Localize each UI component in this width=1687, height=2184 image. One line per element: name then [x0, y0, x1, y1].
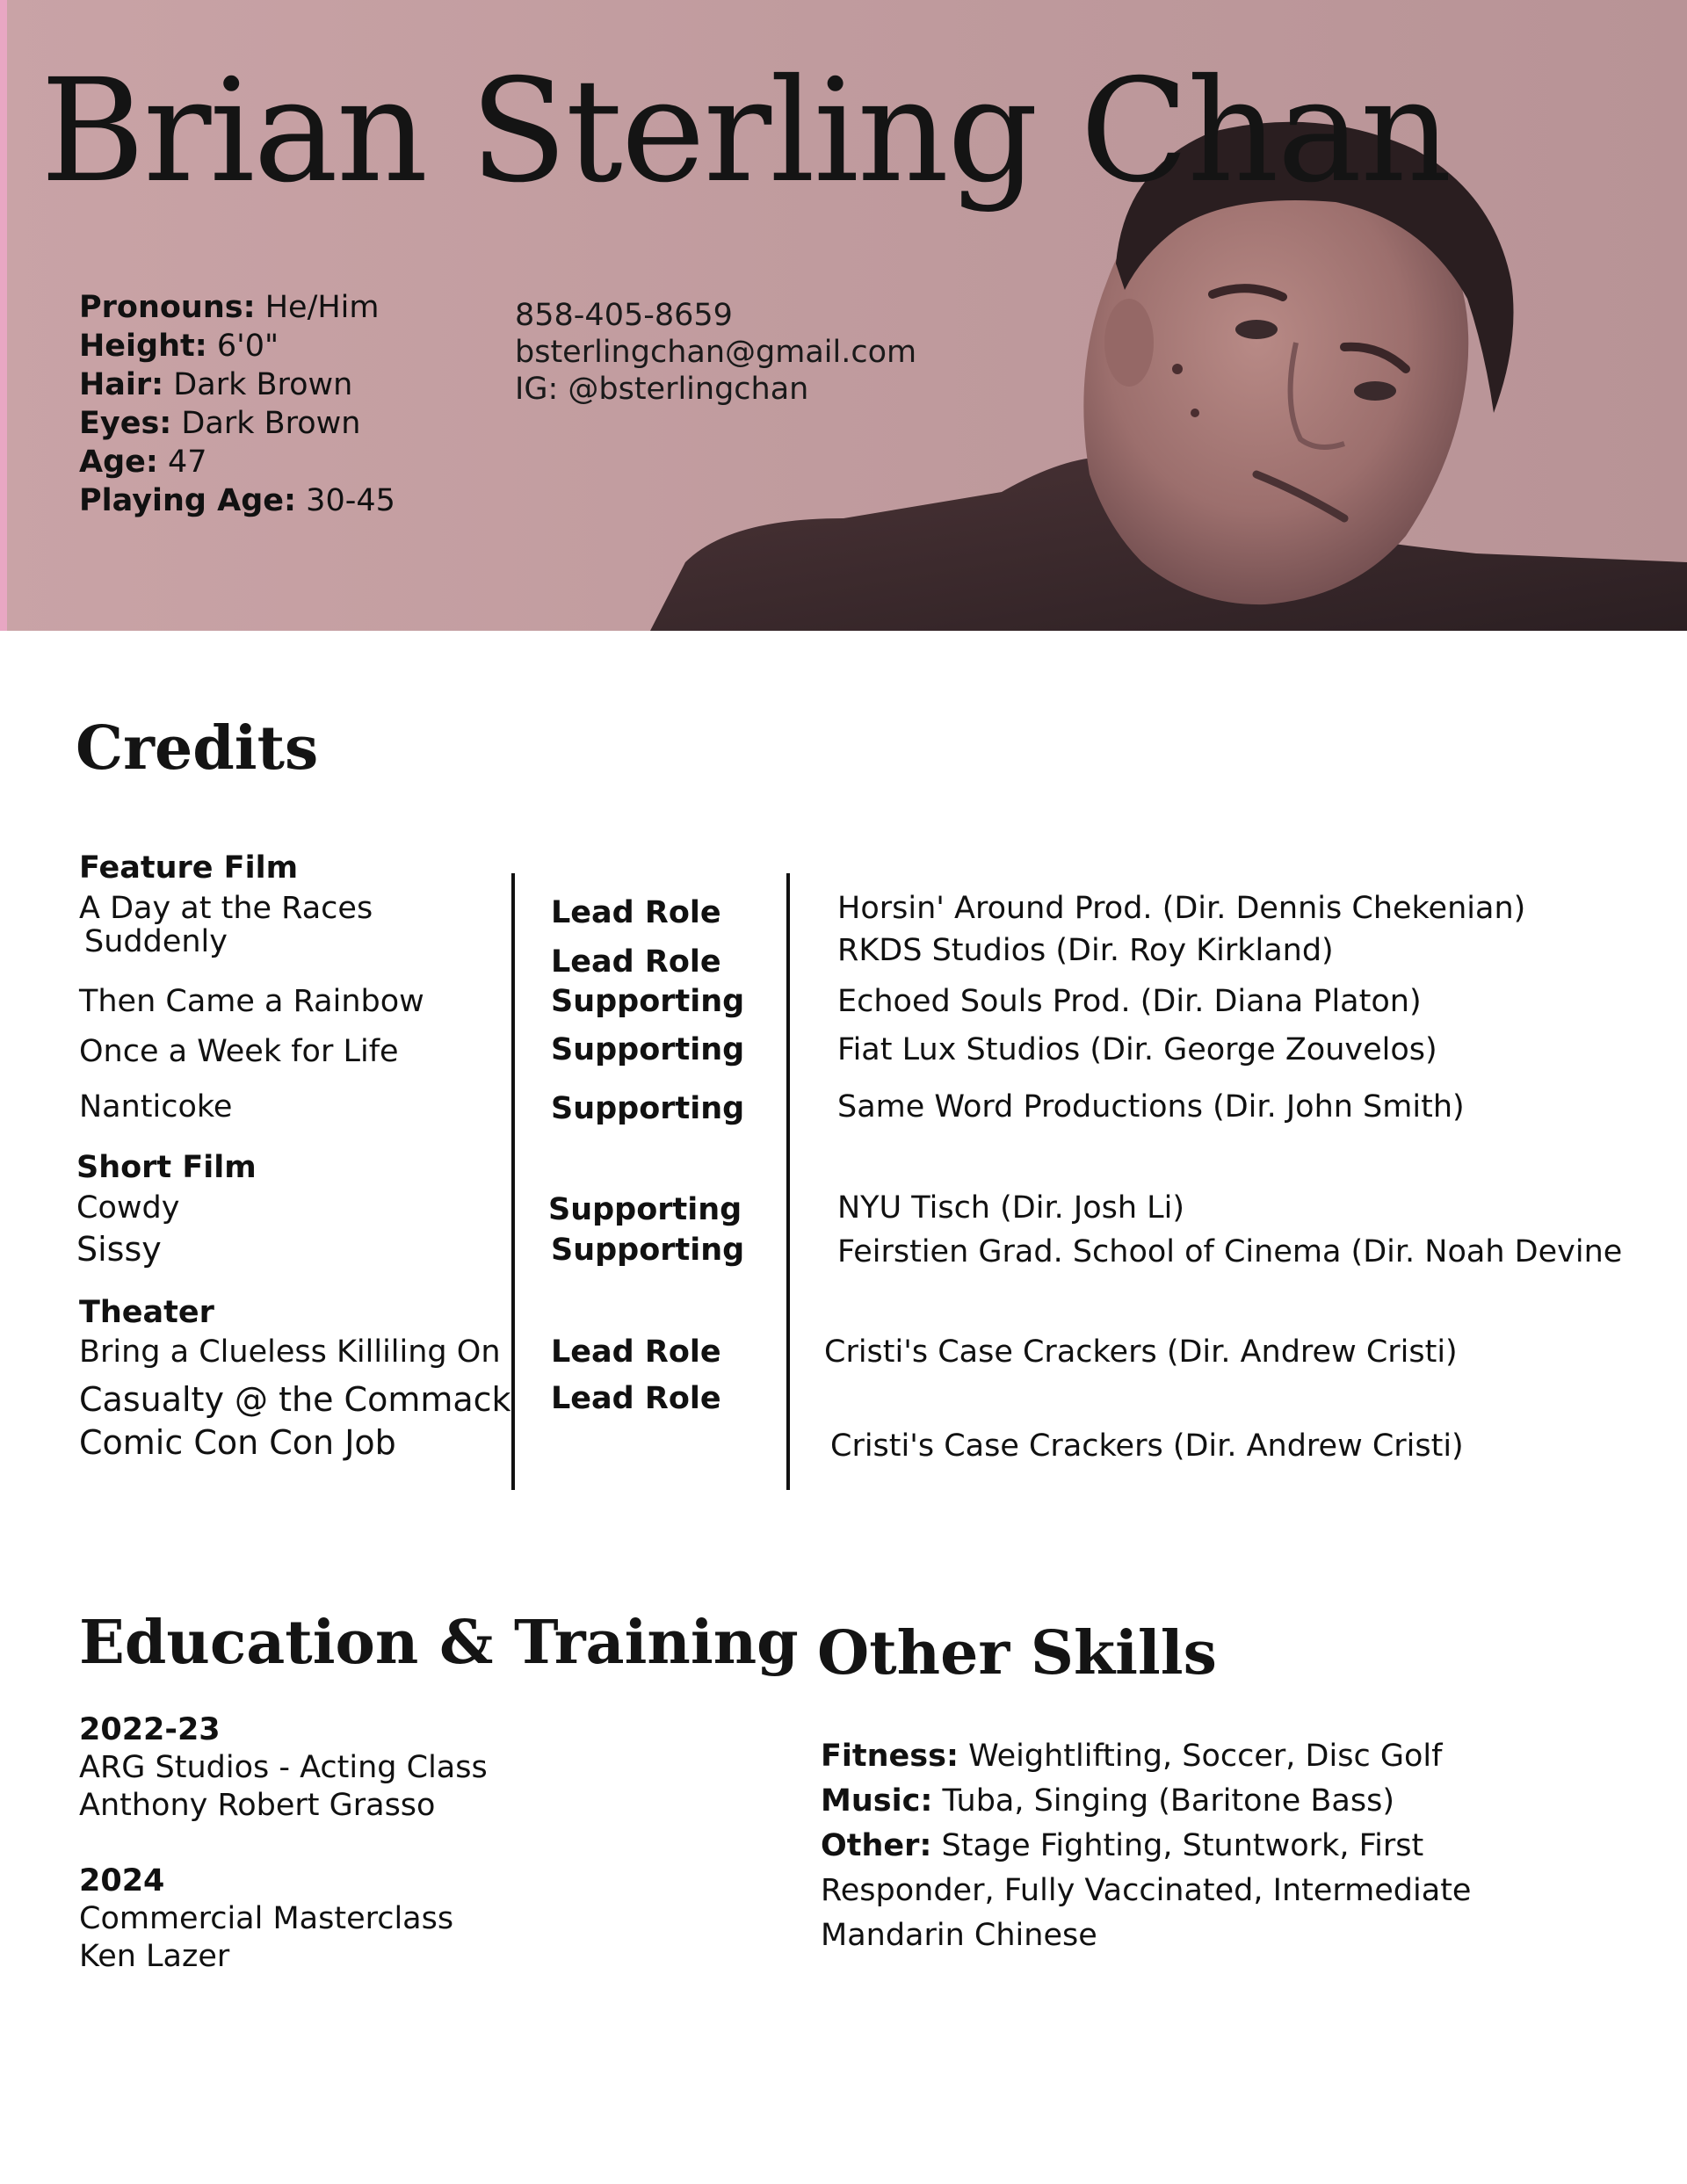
credits-divider-right: [786, 873, 790, 1490]
skill-label: Other:: [821, 1828, 932, 1863]
credit-title: Comic Con Con Job: [79, 1423, 396, 1462]
skills-list: [821, 1734, 1471, 1958]
credit-title: Suddenly: [84, 924, 228, 959]
skill-label: Fitness:: [821, 1739, 959, 1774]
stat-eyes: [79, 404, 395, 443]
actor-stats: [79, 288, 395, 520]
credit-company: Cristi's Case Crackers (Dir. Andrew Cristi): [824, 1334, 1458, 1370]
education-entry: [79, 1711, 488, 1825]
credit-company: Feirstien Grad. School of Cinema (Dir. Noah Devine: [837, 1234, 1623, 1269]
stat-label: Pronouns:: [79, 290, 256, 325]
education-instructor: Ken Lazer: [79, 1939, 230, 1974]
stat-value: Dark Brown: [163, 367, 353, 402]
skills-heading: Other Skills: [817, 1618, 1217, 1689]
stat-value: 30-45: [296, 483, 395, 518]
credits-heading: Credits: [76, 713, 319, 784]
education-instructor: Anthony Robert Grasso: [79, 1788, 436, 1823]
stat-value: He/Him: [255, 290, 380, 325]
category-feature-film: Feature Film: [79, 850, 299, 886]
stat-value: 6'0": [206, 329, 279, 364]
credit-role: Lead Role: [551, 1334, 721, 1370]
credit-role: Supporting: [551, 1032, 745, 1067]
education-heading: Education & Training: [79, 1608, 799, 1678]
skill-fitness: [821, 1734, 1471, 1779]
credit-company: Same Word Productions (Dir. John Smith): [837, 1089, 1465, 1125]
credits-divider-left: [511, 873, 515, 1490]
stat-label: Age:: [79, 445, 158, 480]
credit-company: Echoed Souls Prod. (Dir. Diana Platon): [837, 984, 1422, 1019]
credit-title: Then Came a Rainbow: [79, 984, 424, 1019]
stat-height: [79, 327, 395, 365]
skill-value: Stage Fighting, Stuntwork, First: [931, 1828, 1424, 1863]
credit-title: Casualty @ the Commack: [79, 1380, 511, 1419]
category-short-film: Short Film: [76, 1150, 257, 1185]
stat-label: Playing Age:: [79, 483, 297, 518]
credit-company: Horsin' Around Prod. (Dir. Dennis Chekenian): [837, 891, 1526, 926]
stat-age: [79, 443, 395, 481]
email-address[interactable]: bsterlingchan@gmail.com: [515, 335, 917, 370]
skill-other-continued: Responder, Fully Vaccinated, Intermediate: [821, 1873, 1472, 1908]
skill-value: Weightlifting, Soccer, Disc Golf: [958, 1739, 1443, 1774]
actor-name: Brian Sterling Chan: [40, 49, 1451, 214]
accent-stripe: [0, 0, 7, 631]
credit-title: A Day at the Races: [79, 891, 373, 926]
credit-company: Fiat Lux Studios (Dir. George Zouvelos): [837, 1032, 1437, 1067]
instagram-handle[interactable]: IG: @bsterlingchan: [515, 372, 809, 407]
header-banner: [0, 0, 1687, 631]
credit-company: NYU Tisch (Dir. Josh Li): [837, 1190, 1185, 1226]
education-course: Commercial Masterclass: [79, 1901, 454, 1936]
credit-role: Lead Role: [551, 895, 721, 930]
credit-role: Supporting: [551, 984, 745, 1019]
credit-title: Once a Week for Life: [79, 1034, 399, 1069]
education-year: [79, 1862, 453, 1900]
credit-company: Cristi's Case Crackers (Dir. Andrew Cristi): [830, 1428, 1464, 1464]
stat-label: Height:: [79, 329, 207, 364]
credit-title: Bring a Clueless Killiling On: [79, 1334, 501, 1370]
credit-company: RKDS Studios (Dir. Roy Kirkland): [837, 933, 1334, 968]
skill-other-continued: Mandarin Chinese: [821, 1918, 1097, 1953]
education-course: ARG Studios - Acting Class: [79, 1750, 488, 1785]
stat-value: Dark Brown: [171, 406, 361, 441]
credit-title: Sissy: [76, 1230, 162, 1269]
credit-role: Lead Role: [551, 1381, 721, 1416]
credit-role: Supporting: [551, 1091, 745, 1126]
skill-value: Tuba, Singing (Baritone Bass): [932, 1783, 1394, 1819]
phone-number[interactable]: 858-405-8659: [515, 298, 733, 333]
year-label: 2022-23: [79, 1712, 221, 1747]
year-label: 2024: [79, 1863, 165, 1898]
skill-label: Music:: [821, 1783, 933, 1819]
stat-playing-age: [79, 481, 395, 520]
stat-value: 47: [157, 445, 207, 480]
contact-info: [515, 297, 916, 408]
stat-pronouns: [79, 288, 395, 327]
credit-role: Lead Role: [551, 944, 721, 980]
stat-label: Eyes:: [79, 406, 172, 441]
stat-label: Hair:: [79, 367, 164, 402]
education-entry: [79, 1862, 453, 1976]
credit-title: Nanticoke: [79, 1089, 233, 1125]
credit-role: Supporting: [551, 1233, 745, 1268]
category-theater: Theater: [79, 1295, 214, 1330]
credit-title: Cowdy: [76, 1190, 180, 1226]
credit-role: Supporting: [548, 1192, 742, 1227]
skill-music: [821, 1779, 1471, 1824]
education-year: [79, 1711, 488, 1749]
skill-other: [821, 1824, 1471, 1869]
stat-hair: [79, 365, 395, 404]
